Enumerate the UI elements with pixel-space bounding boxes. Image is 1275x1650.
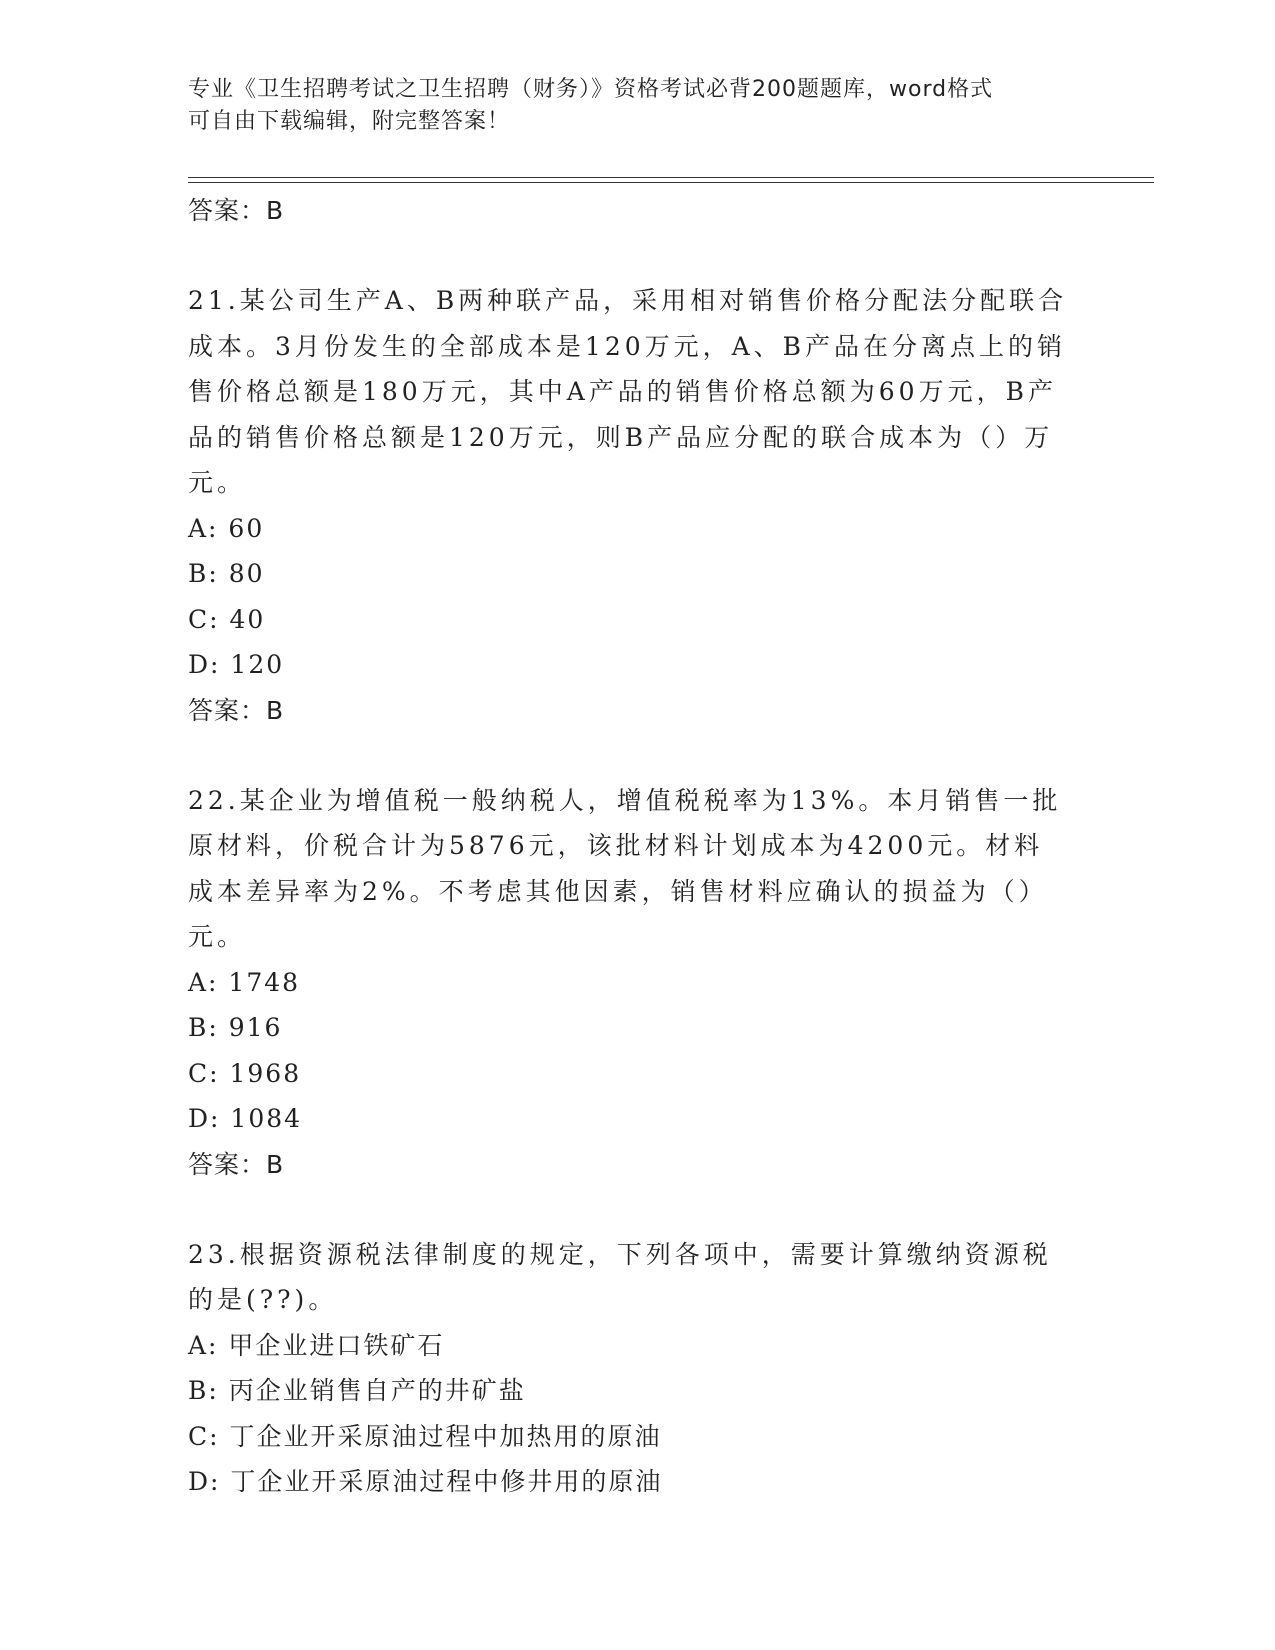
option-a: A: 1748: [188, 967, 301, 997]
option-b: B: 80: [188, 559, 265, 588]
document-body: [188, 188, 1068, 1505]
option-a: A: 60: [188, 513, 265, 543]
answer-line: 答案：B: [188, 196, 285, 225]
question-text: 22.某企业为增值税一般纳税人，增值税税率为13%。本月销售一批原材料，价税合计为5876元，该批材料计划成本为4200元。材料成本差异率为2%。不考虑其他因素，销售材料应确认的损益为（）元。: [188, 785, 1062, 951]
question-block: [188, 778, 1068, 1188]
option-d: D: 120: [188, 650, 285, 679]
option-d: D: 1084: [188, 1104, 303, 1133]
header-line-1: 专业《卫生招聘考试之卫生招聘（财务）》资格考试必背200题题库，word格式: [188, 77, 994, 102]
answer-line: 答案：B: [188, 1149, 285, 1179]
option-c: C: 1968: [188, 1058, 302, 1088]
document-header: [188, 74, 1068, 138]
option-c: C: 丁企业开采原油过程中加热用的原油: [188, 1421, 662, 1451]
option-a: A: 甲企业进口铁矿石: [188, 1330, 445, 1360]
question-block: [188, 1232, 1068, 1505]
header-line-2: 可自由下载编辑，附完整答案！: [188, 109, 511, 134]
option-d: D: 丁企业开采原油过程中修井用的原油: [188, 1467, 663, 1496]
header-divider-top: [188, 177, 1154, 178]
question-text: 21.某公司生产A、B两种联产品，采用相对销售价格分配法分配联合成本。3月份发生的全部成本是120万元，A、B产品在分离点上的销售价格总额是180万元，其中A产品的销售价格总额为60万元，B产品的销售价格总额是120万元，则B产品应分配的联合成本为（）万元。: [188, 286, 1068, 497]
option-c: C: 40: [188, 604, 266, 634]
option-b: B: 丙企业销售自产的井矿盐: [188, 1376, 526, 1405]
question-text: 23.根据资源税法律制度的规定，下列各项中，需要计算缴纳资源税的是(??)。: [188, 1239, 1052, 1314]
question-block: [188, 278, 1068, 734]
option-b: B: 916: [188, 1013, 283, 1042]
answer-line: 答案：B: [188, 695, 285, 725]
header-divider-bottom: [188, 182, 1154, 183]
